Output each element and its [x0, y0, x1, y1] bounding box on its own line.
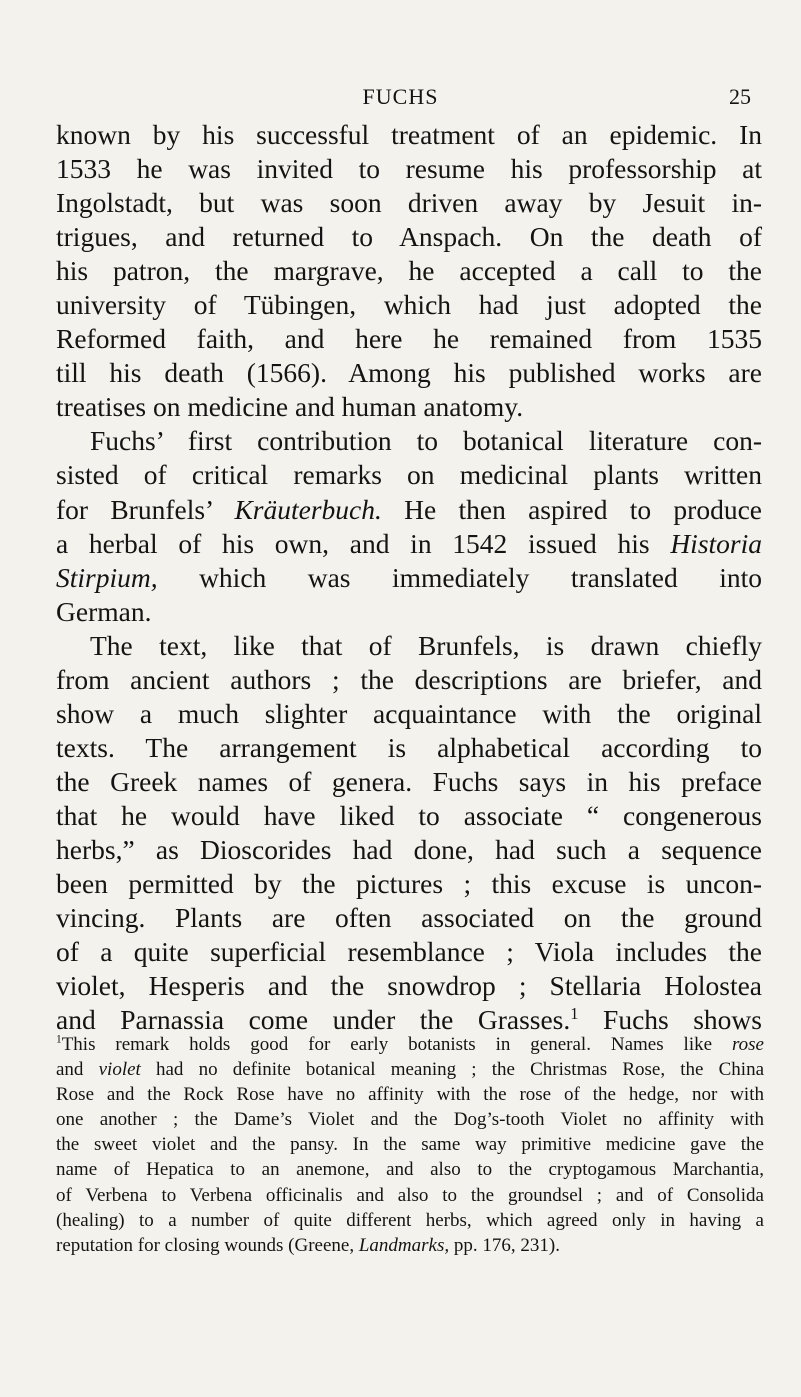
italic-term: rose: [731, 1034, 764, 1055]
text-line: from ancient authors ; the descriptions are briefer, and: [56, 663, 762, 695]
footnote-line: the sweet violet and the pansy. In the same way primitive medicine gave the: [56, 1134, 764, 1156]
text-line: the Greek names of genera. Fuchs says in his preface: [56, 765, 762, 797]
footnote-line: [56, 1057, 764, 1082]
text-line: German.: [56, 595, 152, 627]
text-run: and Parnassia come under the Grasses.: [56, 1004, 571, 1036]
text-line: trigues, and returned to Anspach. On the death of: [56, 221, 762, 253]
text-line: [56, 561, 762, 595]
text-line: his patron, the margrave, he accepted a call to the: [56, 255, 762, 287]
footnote-reference: 1: [570, 1004, 579, 1024]
footnote-marker: 1: [56, 1033, 62, 1046]
book-title-stirpium: Stirpium,: [56, 561, 158, 593]
footnote-line: [56, 1233, 764, 1258]
footnote-line: one another ; the Dame’s Violet and the Dog’s-tooth Violet no affinity with: [56, 1109, 764, 1131]
footnote-line: of Verbena to Verbena officinalis and also to the groundsel ; and of Consolida: [56, 1184, 764, 1206]
text-line: been permitted by the pictures ; this excuse is uncon-: [56, 868, 762, 900]
text-line: Reformed faith, and here he remained from 1535: [56, 323, 762, 355]
footnote: [56, 1032, 764, 1258]
text-line: The text, like that of Brunfels, is drawn chiefly: [90, 629, 762, 661]
text-run: pp. 176, 231).: [449, 1234, 560, 1256]
text-run: Fuchs shows: [578, 1004, 762, 1036]
text-run: for Brunfels’: [56, 493, 235, 525]
text-run: He then aspired to produce: [381, 493, 762, 525]
text-line: violet, Hesperis and the snowdrop ; Stellaria Holostea: [56, 970, 762, 1002]
text-line: 1533 he was invited to resume his professorship at: [56, 153, 762, 185]
text-line: of a quite superficial resemblance ; Viola includes the: [56, 936, 762, 968]
text-run: and: [56, 1059, 99, 1081]
text-line: herbs,” as Dioscorides had done, had such a sequence: [56, 833, 762, 865]
text-line: known by his successful treatment of an epidemic. In: [56, 119, 762, 150]
text-line: [56, 527, 762, 561]
running-title: FUCHS: [362, 84, 439, 109]
footnote-line: [56, 1032, 764, 1057]
book-title-kraeuterbuch: Kräuterbuch.: [234, 493, 382, 525]
text-line: Ingolstadt, but was soon driven away by Jesuit in-: [56, 187, 762, 219]
text-line: treatises on medicine and human anatomy.: [56, 391, 524, 423]
italic-term: violet: [98, 1059, 141, 1081]
book-title-landmarks: Landmarks,: [358, 1234, 450, 1256]
page-number: 25: [729, 84, 751, 109]
text-line: [56, 493, 762, 527]
text-run: which was immediately translated into: [157, 561, 762, 593]
body-text: [56, 118, 762, 1037]
text-line: university of Tübingen, which had just adopted the: [56, 289, 762, 321]
text-run: a herbal of his own, and in 1542 issued his: [56, 527, 671, 559]
text-line: sisted of critical remarks on medicinal plants written: [56, 459, 762, 491]
text-line: till his death (1566). Among his published works are: [56, 357, 762, 389]
text-line: Fuchs’ first contribution to botanical literature con-: [90, 425, 762, 457]
text-line: vincing. Plants are often associated on the ground: [56, 902, 762, 934]
text-line: texts. The arrangement is alphabetical according to: [56, 731, 762, 763]
book-title-historia: Historia: [670, 527, 762, 559]
footnote-line: name of Hepatica to an anemone, and also to the cryptogamous Marchantia,: [56, 1159, 764, 1181]
running-head: [0, 84, 801, 114]
footnote-line: (healing) to a number of quite different herbs, which agreed only in having a: [56, 1209, 764, 1231]
text-line: that he would have liked to associate “ congenerous: [56, 799, 762, 831]
footnote-line: Rose and the Rock Rose have no affinity with the rose of the hedge, nor with: [56, 1084, 764, 1106]
text-line: show a much slighter acquaintance with the original: [56, 697, 762, 729]
text-run: had no definite botanical meaning ; the Christmas Rose, the China: [140, 1059, 765, 1081]
text-run: This remark holds good for early botanists in general. Names like: [61, 1034, 732, 1055]
text-run: reputation for closing wounds (Greene,: [56, 1234, 359, 1256]
